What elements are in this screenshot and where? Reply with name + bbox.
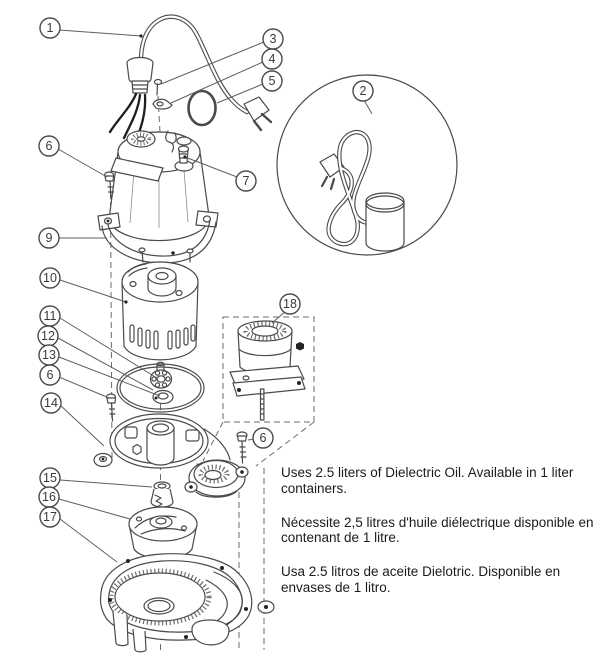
oil-note-french: Nécessite 2,5 litres d'huile diélectrique disponible en contenant de 1 litre. bbox=[281, 514, 594, 546]
callout-16 bbox=[39, 487, 59, 507]
ground-screw bbox=[155, 80, 162, 96]
callout-13 bbox=[39, 345, 59, 365]
callout-15 bbox=[40, 468, 60, 488]
ball-bearing bbox=[151, 370, 172, 388]
seal-plate bbox=[94, 394, 248, 497]
oil-notes bbox=[281, 465, 603, 614]
svg-text:3: 3 bbox=[269, 32, 277, 46]
callout-14 bbox=[41, 393, 61, 413]
oil-note-spanish: Usa 2.5 litros de aceite Dielotric. Disponible en envases de 1 litro. bbox=[281, 564, 561, 595]
callout-3 bbox=[263, 29, 283, 49]
callout-5 bbox=[262, 71, 282, 91]
motor-cover bbox=[98, 131, 218, 263]
cord-clamp bbox=[153, 99, 172, 109]
vent-cap bbox=[177, 137, 191, 145]
callout-6-top bbox=[39, 136, 59, 156]
callout-4 bbox=[262, 49, 282, 69]
discharge-flange bbox=[185, 460, 248, 497]
callout-6-right bbox=[253, 428, 273, 448]
oil-note-english: Uses 2.5 liters of Dielectric Oil. Available in 1 liter containers. bbox=[281, 465, 574, 496]
svg-text:10: 10 bbox=[43, 271, 57, 285]
cord-o-ring bbox=[189, 91, 216, 125]
svg-text:11: 11 bbox=[43, 309, 57, 323]
motor-stator bbox=[122, 248, 198, 377]
callout-9 bbox=[39, 228, 59, 248]
svg-text:18: 18 bbox=[283, 297, 297, 311]
callout-17 bbox=[40, 507, 60, 527]
svg-text:9: 9 bbox=[45, 231, 53, 245]
power-cord-assembly bbox=[110, 17, 271, 138]
svg-text:6: 6 bbox=[45, 139, 53, 153]
svg-text:1: 1 bbox=[46, 21, 54, 35]
shaft-seal-ring bbox=[153, 391, 173, 404]
svg-text:4: 4 bbox=[268, 52, 276, 66]
fitting-detail-box bbox=[223, 317, 314, 422]
svg-text:7: 7 bbox=[242, 174, 250, 188]
svg-text:2: 2 bbox=[359, 84, 367, 98]
svg-text:16: 16 bbox=[42, 490, 56, 504]
svg-text:17: 17 bbox=[43, 510, 57, 524]
callout-18 bbox=[280, 294, 300, 314]
capacitor-detail-circle bbox=[277, 75, 457, 255]
impeller bbox=[129, 507, 197, 559]
svg-text:6: 6 bbox=[259, 431, 267, 445]
strain-relief bbox=[127, 58, 153, 94]
svg-text:14: 14 bbox=[44, 396, 58, 410]
svg-text:12: 12 bbox=[41, 329, 55, 343]
svg-text:6: 6 bbox=[46, 368, 54, 382]
capacitor bbox=[366, 193, 404, 251]
svg-text:13: 13 bbox=[42, 348, 56, 362]
svg-text:15: 15 bbox=[43, 471, 57, 485]
volute-casing bbox=[101, 554, 274, 652]
callout-11 bbox=[40, 306, 60, 326]
callout-1 bbox=[40, 18, 60, 38]
hose-fitting bbox=[230, 321, 305, 420]
callout-10 bbox=[40, 268, 60, 288]
callout-6-mid bbox=[40, 365, 60, 385]
svg-text:5: 5 bbox=[268, 74, 276, 88]
callout-2 bbox=[353, 81, 373, 101]
bolt-6-right bbox=[237, 432, 247, 463]
callout-7 bbox=[236, 171, 256, 191]
mechanical-seal bbox=[151, 482, 173, 510]
callout-12 bbox=[38, 326, 58, 346]
